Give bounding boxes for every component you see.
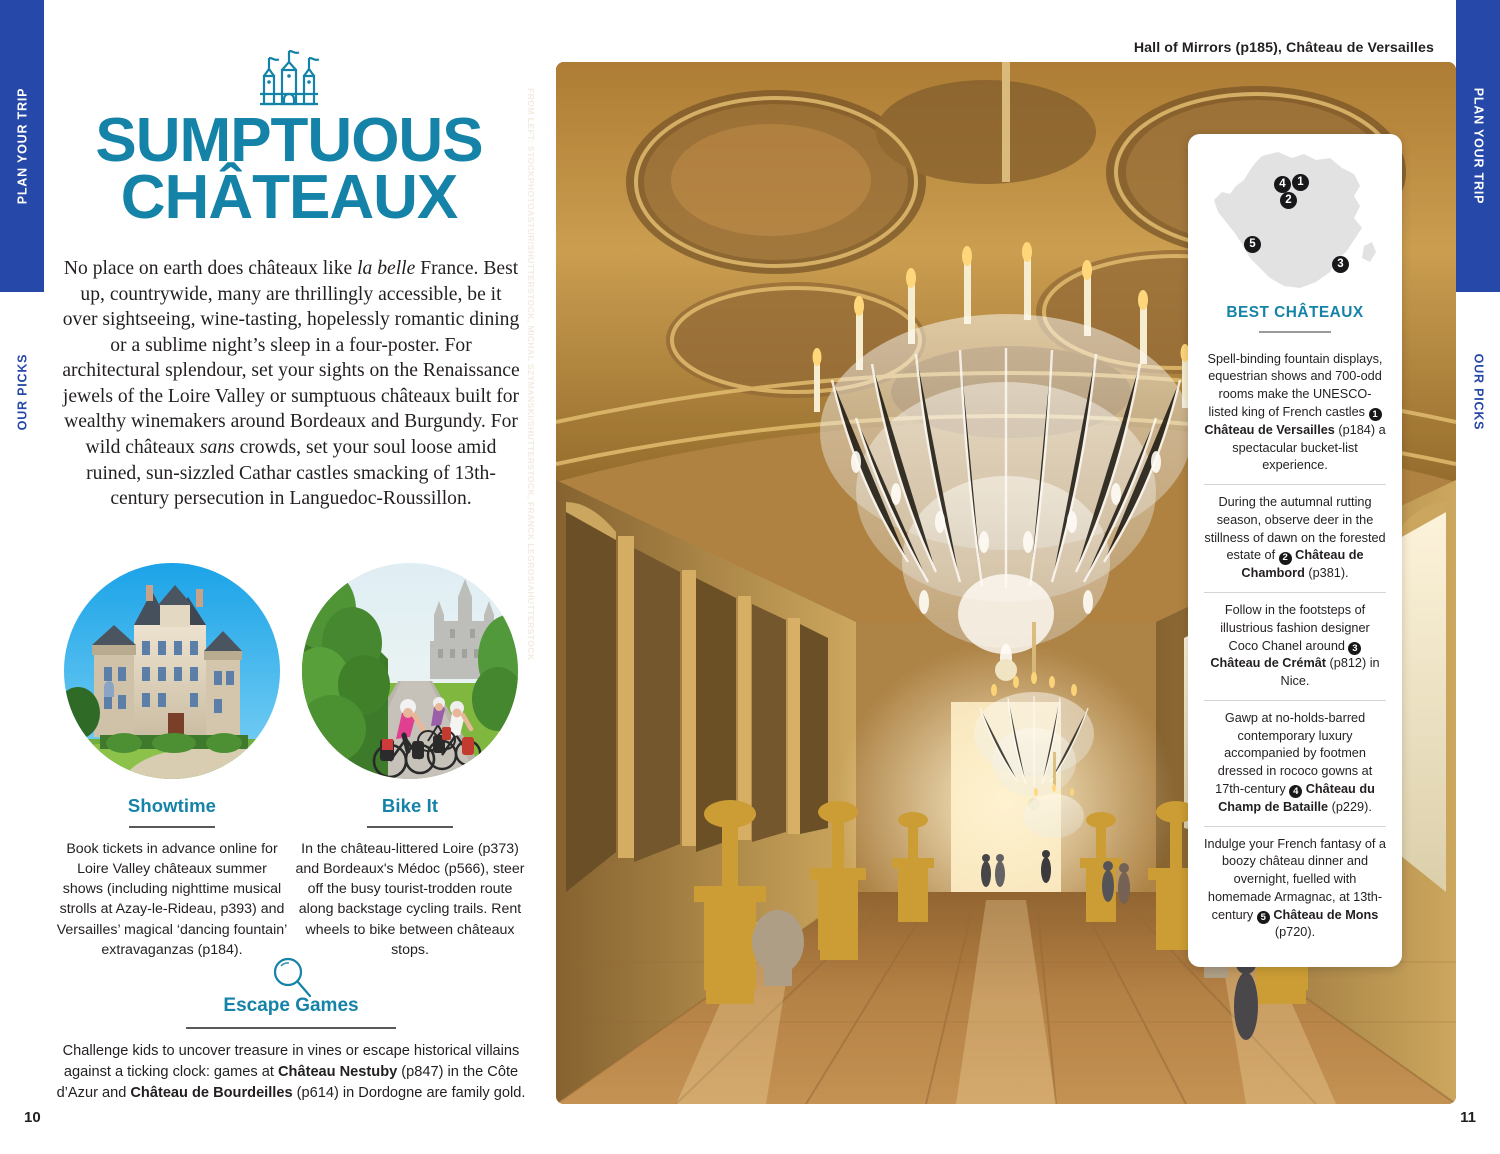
cyclists-chambord-photo	[302, 563, 518, 779]
entry-text-pre: Indulge your French fantasy of a boozy château dinner and overnight, fuelled with homemade Armagnac, at 13th-century	[1204, 836, 1386, 922]
tab-plan-your-trip-right[interactable]	[1456, 0, 1500, 292]
map-pin-3[interactable]: 3	[1332, 256, 1349, 273]
entry-number-badge: 2	[1279, 552, 1292, 565]
escape-bold-1: Château Nestuby	[278, 1064, 398, 1081]
divider	[367, 826, 453, 828]
entry-name: Château de Versailles	[1204, 422, 1335, 437]
entry-name: Château du Champ de Bataille	[1218, 782, 1375, 814]
caption-showtime	[56, 795, 288, 960]
panel-title: BEST CHÂTEAUX	[1226, 304, 1364, 321]
escape-games-body	[56, 1041, 526, 1104]
map-pin-1[interactable]: 1	[1292, 174, 1309, 191]
tab-label: OUR PICKS	[1471, 353, 1485, 431]
entry-text-post: (p720).	[1274, 925, 1316, 940]
divider	[1259, 331, 1331, 333]
divider	[186, 1027, 396, 1029]
entry-name: Château de Crémât	[1210, 656, 1327, 671]
tab-label: OUR PICKS	[15, 353, 29, 431]
intro-text-3: crowds, set your soul loose amid ruined, sun-sizzled Cathar castles smacking of 13th-century persecution in Languedoc-Roussillon.	[86, 436, 497, 510]
page-number-right: 11	[1460, 1109, 1476, 1126]
escape-text-2: (p847) in the Côte d’Azur and	[56, 1064, 519, 1102]
page-title	[54, 106, 524, 233]
escape-bold-2: Château de Bourdeilles	[130, 1085, 293, 1102]
entry-number-badge: 5	[1257, 911, 1270, 924]
map-pin-4[interactable]: 4	[1274, 176, 1291, 193]
caption-title: Bike It	[381, 795, 439, 816]
chateau-entry-2	[1204, 484, 1386, 592]
escape-games-block	[56, 955, 526, 1104]
chateau-entry-4	[1204, 700, 1386, 826]
escape-text-3: (p614) in Dordogne are family gold.	[292, 1085, 526, 1102]
photo-credit: FROM LEFT: STOCKPHOTOASTUR/SHUTTERSTOCK, MICHAL SZYMANSKI/SHUTTERSTOCK, FRANCK LEGROS/AHUTTERSTOCK	[526, 88, 536, 661]
headline-line-1: SUMPTUOUS	[95, 106, 483, 175]
entry-text-post: (p229).	[1328, 799, 1372, 814]
best-chateaux-panel	[1188, 134, 1402, 967]
map-pin-5[interactable]: 5	[1244, 236, 1261, 253]
entry-text-pre: During the autumnal rutting season, observe deer in the stillness of dawn on the forested estate of	[1204, 495, 1386, 563]
left-page	[44, 0, 534, 1154]
entry-text-pre: Spell-binding fountain displays, equestrian shows and 700-odd rooms make the UNESCO-listed king of French castles	[1207, 351, 1383, 419]
entry-text-post: (p381).	[1304, 566, 1349, 581]
chateau-de-brissac-photo	[64, 563, 280, 779]
intro-italic-1: la belle	[357, 258, 416, 279]
entry-text-post: (p184) a spectacular bucket-list experience.	[1232, 422, 1386, 473]
tab-label: PLAN YOUR TRIP	[15, 87, 30, 205]
tab-our-picks-right[interactable]	[1456, 292, 1500, 492]
intro-italic-2: sans	[199, 436, 235, 458]
entry-name: Château de Chambord	[1241, 548, 1364, 581]
chateau-entry-3	[1204, 592, 1386, 700]
france-map	[1204, 148, 1386, 298]
castle-icon	[256, 46, 322, 115]
left-tab-column	[0, 0, 44, 1154]
entry-text-pre: Follow in the footsteps of illustrious fashion designer Coco Chanel around	[1220, 602, 1370, 653]
entry-name: Château de Mons	[1273, 907, 1379, 922]
tab-plan-your-trip-left[interactable]	[0, 0, 44, 292]
entry-number-badge: 3	[1348, 642, 1361, 655]
caption-bike-it	[294, 795, 526, 960]
hero-photo-caption: Hall of Mirrors (p185), Château de Versailles	[1133, 40, 1434, 56]
escape-text-1: Challenge kids to uncover treasure in vines or escape historical villains against a ticking clock: games at	[62, 1043, 520, 1081]
chateau-entry-5	[1204, 826, 1386, 952]
entry-number-badge: 1	[1369, 408, 1382, 421]
escape-games-title: Escape Games	[223, 995, 359, 1016]
caption-body: In the château-littered Loire (p373) and Bordeaux's Médoc (p566), steer off the busy tourist-trodden route along backstage cycling trails. Rent wheels to bike between châteaux stops.	[295, 841, 525, 958]
entry-text-pre: Gawp at no-holds-barred contemporary luxury accompanied by footmen dressed in rococo gowns at 17th-century	[1215, 710, 1373, 796]
tab-our-picks-left[interactable]	[0, 292, 44, 492]
headline-line-2: CHÂTEAUX	[120, 163, 458, 233]
divider	[129, 826, 215, 828]
entry-text-post: (p812) in Nice.	[1280, 656, 1380, 689]
tab-label: PLAN YOUR TRIP	[1471, 87, 1486, 205]
map-pin-2[interactable]: 2	[1280, 192, 1297, 209]
intro-paragraph	[62, 256, 520, 512]
magnifier-icon	[56, 955, 526, 999]
intro-text-1: No place on earth does châteaux like	[63, 258, 358, 279]
intro-text-2: France. Best up, countrywide, many are thrillingly accessible, be it over sightseeing, wine-tasting, hopelessly romantic dining or a sublime night’s sleep in a four-poster. For architectural splendour, set your sights on the Renaissance jewels of the Loire Valley or sumptuous châteaux built for wealthy winemakers around Bordeaux and Burgundy. For wild châteaux	[62, 258, 520, 458]
caption-body: Book tickets in advance online for Loire Valley châteaux summer shows (including nighttime musical strolls at Azay-le-Rideau, p393) and Versailles’ magical ‘dancing fountain’ extravaganzas (p184).	[56, 841, 288, 958]
page-number-left: 10	[24, 1109, 41, 1126]
caption-title: Showtime	[127, 795, 217, 816]
right-tab-column	[1456, 0, 1500, 1154]
entry-number-badge: 4	[1289, 785, 1302, 798]
chateau-entry-1	[1204, 342, 1386, 484]
